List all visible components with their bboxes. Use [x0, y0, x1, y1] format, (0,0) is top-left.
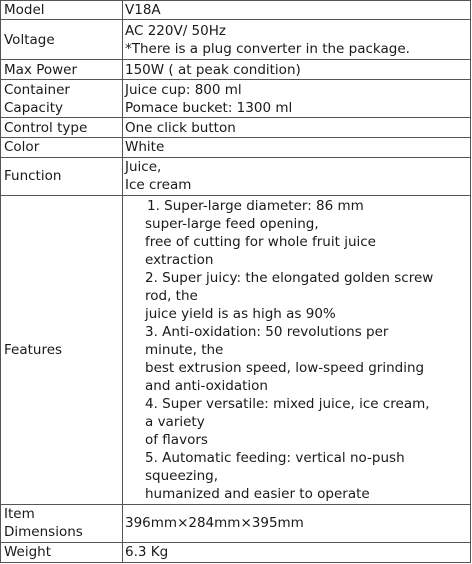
value-line: 150W ( at peak condition) — [125, 61, 301, 78]
row-value — [123, 60, 471, 80]
row-label — [1, 138, 123, 157]
row-label — [1, 157, 123, 195]
row-value — [123, 542, 471, 562]
value-line: best extrusion speed, low-speed grinding — [145, 359, 425, 376]
value-line: 5. Automatic feeding: vertical no-push — [145, 449, 405, 466]
value-line: and anti-oxidation — [145, 377, 268, 394]
label-line: Capacity — [4, 99, 63, 116]
label-line: Features — [4, 341, 63, 358]
label-line: Max Power — [4, 61, 78, 78]
value-line: 4. Super versatile: mixed juice, ice cream, — [145, 395, 430, 412]
value-line: 396mm×284mm×395mm — [125, 515, 304, 532]
label-line: Control type — [4, 119, 88, 136]
value-line: V18A — [125, 2, 161, 19]
table-row — [1, 542, 471, 562]
features-cell — [123, 195, 471, 504]
row-value — [123, 1, 471, 20]
value-line: AC 220V/ 50Hz — [125, 22, 226, 39]
value-line: juice yield is as high as 90% — [145, 305, 336, 322]
value-line: One click button — [125, 119, 236, 136]
row-value — [123, 157, 471, 195]
row-label — [1, 80, 123, 118]
table-row — [1, 504, 471, 542]
row-label — [1, 118, 123, 138]
table-row — [1, 195, 471, 504]
label-line: Function — [4, 168, 62, 185]
table-row — [1, 118, 471, 138]
value-line: 6.3 Kg — [125, 544, 169, 561]
row-label — [1, 504, 123, 542]
value-line: Pomace bucket: 1300 ml — [125, 99, 293, 116]
label-line: Container — [4, 81, 70, 98]
table-row — [1, 157, 471, 195]
label-line: Dimensions — [4, 524, 83, 541]
row-value — [123, 118, 471, 138]
row-value — [123, 138, 471, 157]
value-line: *There is a plug converter in the package. — [125, 40, 410, 57]
row-value — [123, 504, 471, 542]
label-line: Color — [4, 139, 40, 156]
value-line: Juice cup: 800 ml — [125, 81, 242, 98]
label-line: Weight — [4, 544, 52, 561]
value-line: 1. Super-large diameter: 86 mm — [147, 197, 364, 214]
row-label — [1, 542, 123, 562]
value-line: Juice, — [125, 159, 162, 176]
value-line: of flavors — [145, 431, 208, 448]
row-label — [1, 195, 123, 504]
row-label — [1, 1, 123, 20]
label-line: Model — [4, 2, 45, 19]
row-value — [123, 80, 471, 118]
value-line: 3. Anti-oxidation: 50 revolutions per — [145, 323, 389, 340]
value-line: free of cutting for whole fruit juice — [145, 233, 376, 250]
table-row — [1, 60, 471, 80]
table-row — [1, 1, 471, 20]
value-line: 2. Super juicy: the elongated golden screw — [145, 269, 434, 286]
table-row — [1, 20, 471, 60]
value-line: Ice cream — [125, 177, 192, 194]
table-row — [1, 80, 471, 118]
label-line: Voltage — [4, 31, 55, 48]
value-line: squeezing, — [145, 467, 219, 484]
value-line: extraction — [145, 251, 214, 268]
table-row — [1, 138, 471, 157]
value-line: super-large feed opening, — [145, 215, 319, 232]
value-line: minute, the — [145, 341, 224, 358]
row-label — [1, 60, 123, 80]
label-line: Item — [4, 506, 35, 523]
value-line: a variety — [145, 413, 205, 430]
row-label — [1, 20, 123, 60]
value-line: rod, the — [145, 287, 198, 304]
value-line: White — [125, 139, 165, 156]
row-value — [123, 20, 471, 60]
value-line: humanized and easier to operate — [145, 485, 370, 502]
